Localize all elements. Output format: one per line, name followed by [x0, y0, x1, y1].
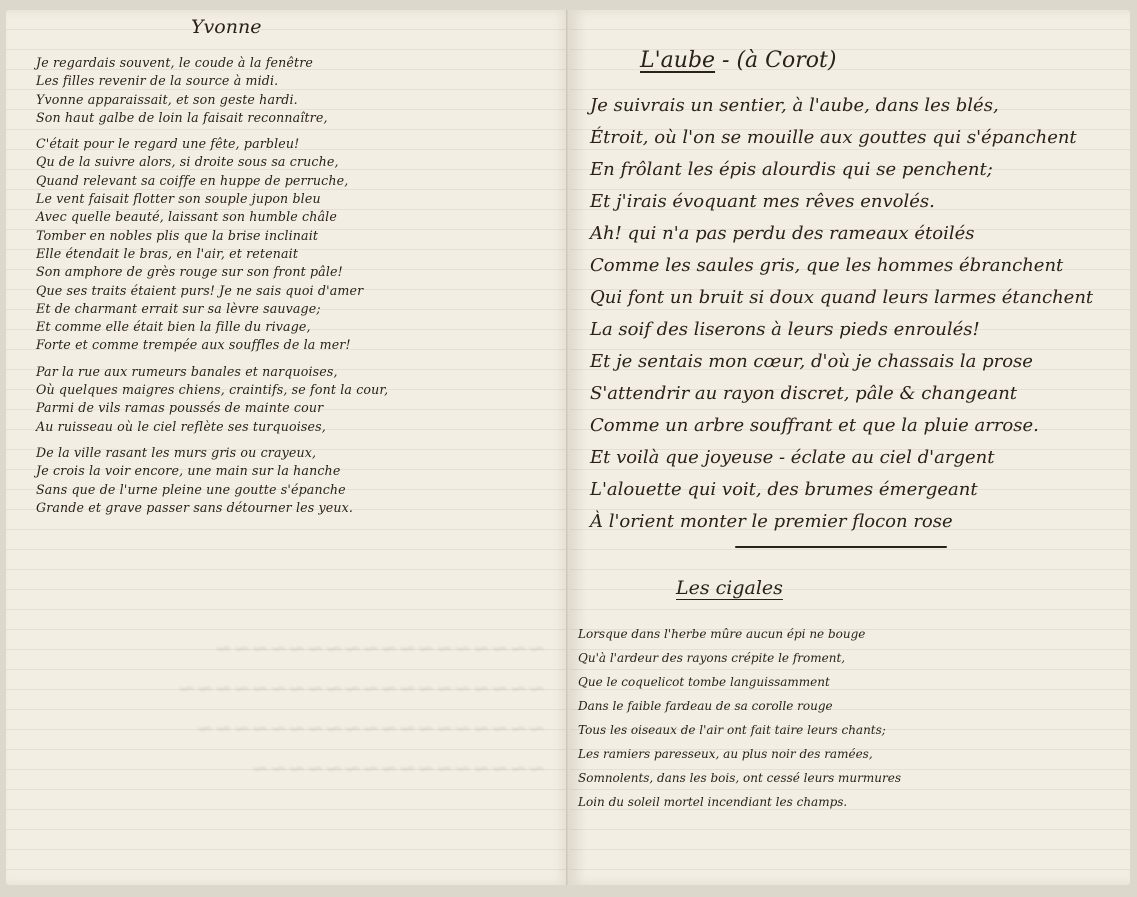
poem-aube [590, 90, 1125, 538]
poem-line: Sans que de l'urne pleine une goutte s'épanche [36, 481, 346, 497]
poem-dedication: - (à Corot) [722, 48, 837, 73]
poem-line: Grande et grave passer sans détourner les yeux. [36, 499, 354, 515]
poem-title-yvonne: Yvonne [191, 16, 262, 38]
poem-line: Quand relevant sa coiffe en huppe de perruche, [36, 172, 349, 188]
poem-line: Somnolents, dans les bois, ont cessé leurs murmures [578, 771, 902, 785]
poem-line: Et voilà que joyeuse - éclate au ciel d'argent [590, 447, 995, 468]
poem-line: Je regardais souvent, le coude à la fenêtre [36, 55, 313, 70]
poem-line: Comme un arbre souffrant et que la pluie arrose. [590, 415, 1039, 436]
poem-line: Et j'irais évoquant mes rêves envolés. [590, 191, 935, 212]
poem-line: Que ses traits étaient purs! Je ne sais quoi d'amer [36, 282, 364, 298]
poem-line: Tomber en nobles plis que la brise inclinait [36, 227, 319, 243]
right-page [570, 10, 1130, 885]
poem-line: Yvonne apparaissait, et son geste hardi. [36, 91, 298, 107]
poem-line: Le vent faisait flotter son souple jupon bleu [36, 191, 321, 207]
poem-line: Par la rue aux rumeurs banales et narquoises, [36, 363, 338, 379]
poem-line: Comme les saules gris, que les hommes ébranchent [590, 255, 1064, 276]
poem-line: Et comme elle était bien la fille du rivage, [36, 319, 311, 335]
poem-line: La soif des liserons à leurs pieds enroulés! [590, 319, 980, 340]
poem-title-cigales: Les cigales [676, 577, 783, 599]
poem-line: Je suivrais un sentier, à l'aube, dans les blés, [590, 95, 999, 116]
section-divider [735, 546, 947, 548]
poem-line: Avec quelle beauté, laissant son humble châle [36, 209, 337, 225]
poem-line: Qu'à l'ardeur des rayons crépite le froment, [578, 651, 846, 665]
poem-cigales [578, 622, 1123, 814]
poem-line: S'attendrir au rayon discret, pâle & changeant [590, 383, 1018, 404]
poem-line: Les filles revenir de la source à midi. [36, 73, 279, 89]
poem-line: L'alouette qui voit, des brumes émergeant [590, 479, 978, 500]
poem-line: Lorsque dans l'herbe mûre aucun épi ne bouge [578, 627, 866, 641]
poem-line: Que le coquelicot tombe languissamment [578, 675, 830, 689]
poem-line: Ah! qui n'a pas perdu des rameaux étoilés [590, 223, 975, 244]
poem-yvonne [36, 54, 561, 517]
poem-line: C'était pour le regard une fête, parbleu! [36, 136, 300, 152]
poem-line: Les ramiers paresseux, au plus noir des ramées, [578, 747, 873, 761]
poem-line: Étroit, où l'on se mouille aux gouttes qui s'épanchent [590, 127, 1077, 148]
poem-line: Qui font un bruit si doux quand leurs larmes étanchent [590, 287, 1094, 308]
poem-line: Tous les oiseaux de l'air ont fait taire leurs chants; [578, 723, 886, 737]
poem-line: Dans le faible fardeau de sa corolle rouge [578, 699, 833, 713]
poem-line: Son amphore de grès rouge sur son front pâle! [36, 264, 343, 280]
poem-line: Au ruisseau où le ciel reflète ses turquoises, [36, 418, 326, 434]
poem-line: Elle étendait le bras, en l'air, et retenait [36, 245, 299, 261]
poem-line: Je crois la voir encore, une main sur la hanche [36, 463, 341, 479]
poem-line: De la ville rasant les murs gris ou crayeux, [36, 444, 317, 460]
poem-title-aube-text: L'aube [640, 48, 716, 73]
poem-line: Loin du soleil mortel incendiant les champs. [578, 795, 848, 809]
poem-line: Et de charmant errait sur sa lèvre sauvage; [36, 300, 321, 316]
poem-title-aube [640, 48, 836, 73]
bleed-through-text: ~~~~~~~~~~~~~~~~~~ ~~~~~~~~~~~~~~~~~~~~ ~~~~~~~~~~~~~~~~~~~ ~~~~~~~~~~~~~~~~ [177, 637, 546, 782]
poem-line: Où quelques maigres chiens, craintifs, se font la cour, [36, 382, 389, 398]
left-page [6, 10, 568, 885]
poem-line: Qu de la suivre alors, si droite sous sa cruche, [36, 154, 339, 170]
poem-line: Et je sentais mon cœur, d'où je chassais la prose [590, 351, 1033, 372]
poem-line: Parmi de vils ramas poussés de mainte cour [36, 400, 324, 416]
poem-line: Son haut galbe de loin la faisait reconnaître, [36, 109, 328, 125]
poem-line: À l'orient monter le premier flocon rose [590, 511, 953, 532]
poem-line: Forte et comme trempée aux souffles de la mer! [36, 337, 351, 353]
poem-line: En frôlant les épis alourdis qui se penchent; [590, 159, 993, 180]
